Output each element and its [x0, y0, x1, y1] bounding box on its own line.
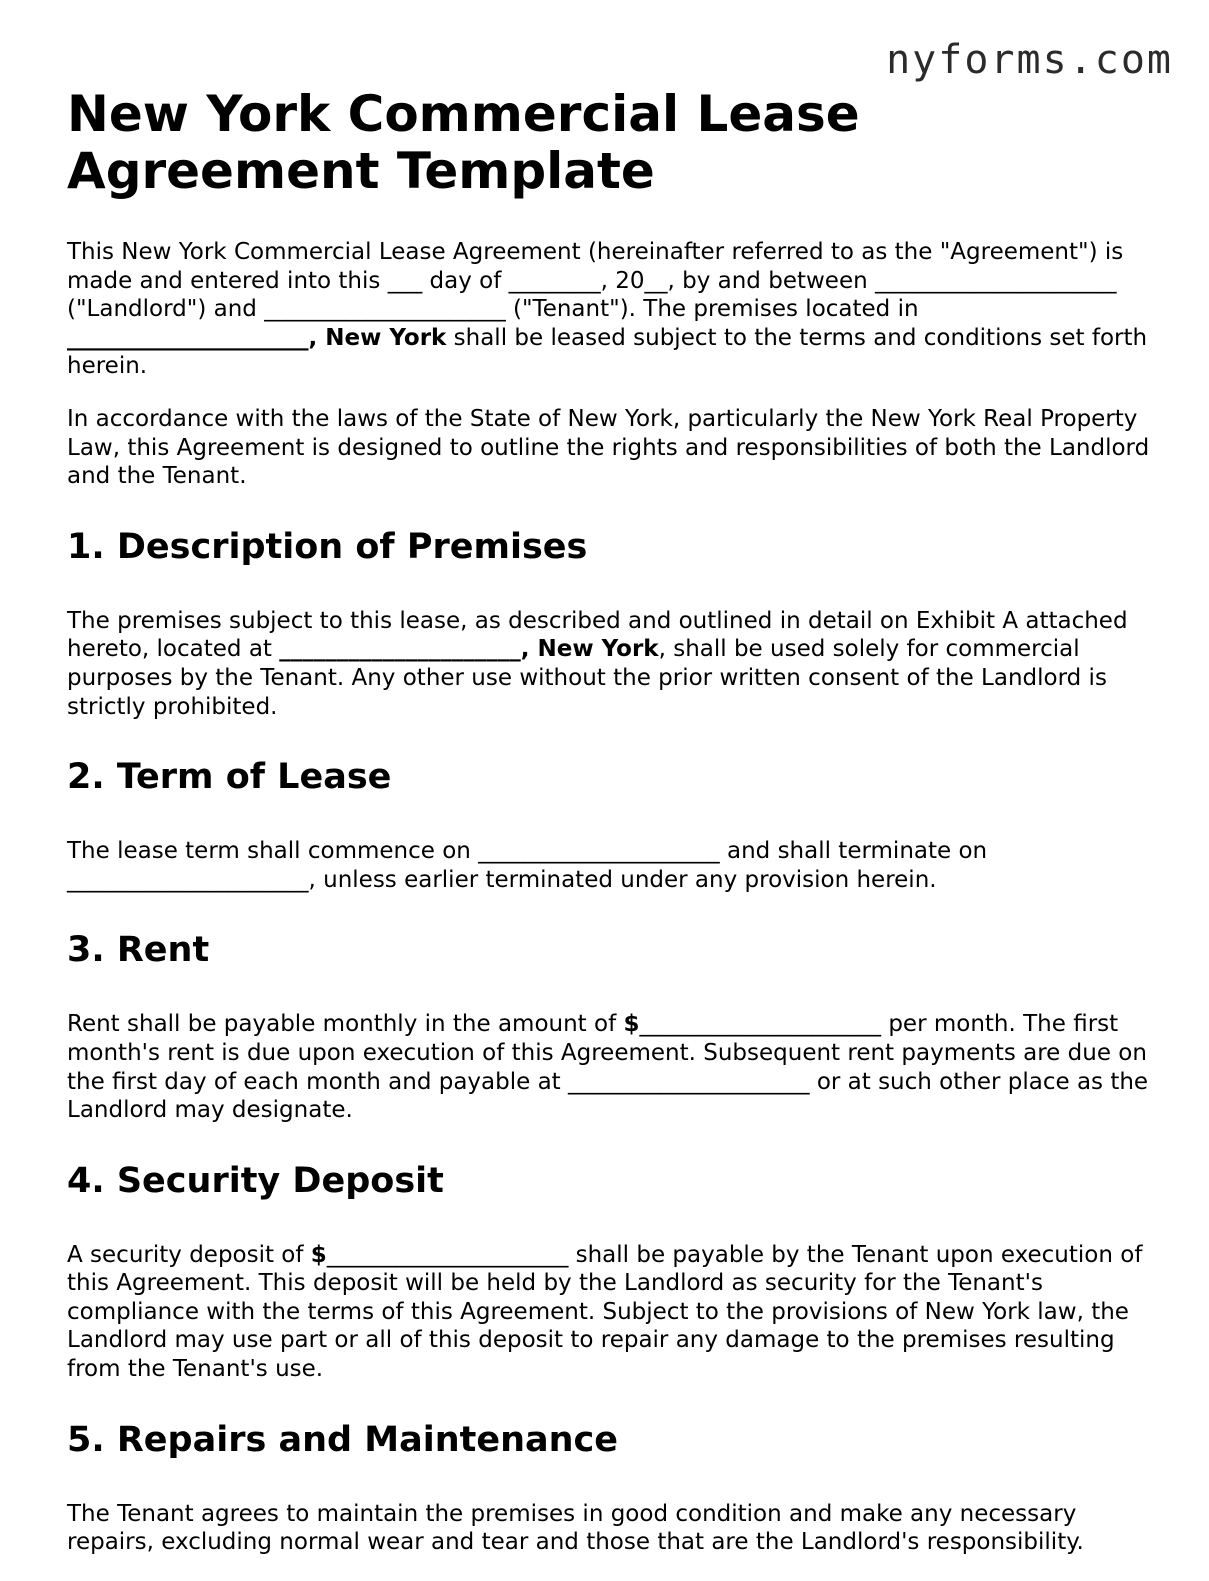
- term-paragraph: The lease term shall commence on _____________________ and shall terminate on _____________________, unless earlier terminated under any provision herein.: [67, 838, 988, 893]
- site-watermark: nyforms.com: [886, 37, 1173, 83]
- section-heading-repairs: 5. Repairs and Maintenance: [67, 1419, 619, 1460]
- intro-location-field: _____________________, New York: [67, 324, 447, 351]
- document-title: New York Commercial Lease Agreement Template: [67, 85, 860, 200]
- intro-text-a: This New York Commercial Lease Agreement (hereinafter referred to as the "Agreement") is made and entered into this ___ day of ________, 20__, by and between _____________________ ("Landlord") and _____________________ ("Tenant"). The premises located in: [67, 239, 1124, 323]
- rent-text-a: Rent shall be payable monthly in the amount of: [67, 1011, 624, 1038]
- deposit-paragraph: [67, 1241, 1157, 1384]
- deposit-text-b: _____________________ shall be payable by the Tenant upon execution of this Agreement. This deposit will be held by the Landlord as security for the Tenant's compliance with the terms of this Agreement. Subject to the provisions of New York law, the Landlord may use part or all of this deposit to repair any damage to the premises resulting from the Tenant's use.: [67, 1241, 1143, 1383]
- section-heading-deposit: 4. Security Deposit: [67, 1160, 444, 1201]
- repairs-paragraph: The Tenant agrees to maintain the premises in good condition and make any necessary repairs, excluding normal wear and tear and those that are the Landlord's responsibility.: [67, 1500, 1084, 1556]
- section-heading-term: 2. Term of Lease: [67, 757, 392, 798]
- intro-text-b: shall be leased subject to the terms and conditions set forth herein.: [67, 324, 1148, 380]
- rent-dollar-sign: $: [623, 1011, 640, 1038]
- rent-text-b: _____________________ per month. The first month's rent is due upon execution of this Agreement. Subsequent rent payments are due on the first day of each month and payable at _____________________ or at such other place as the Landlord may designate.: [67, 1011, 1149, 1124]
- premises-paragraph: [67, 607, 1157, 721]
- law-paragraph: In accordance with the laws of the State of New York, particularly the New York Real Property Law, this Agreement is designed to outline the rights and responsibilities of both the Landlord and the Tenant.: [67, 405, 1150, 490]
- section-heading-premises: 1. Description of Premises: [67, 526, 588, 567]
- deposit-dollar-sign: $: [310, 1241, 327, 1268]
- intro-paragraph: [67, 238, 1157, 381]
- premises-text-b: , shall be used solely for commercial purposes by the Tenant. Any other use without the prior written consent of the Landlord is strictly prohibited.: [67, 636, 1107, 720]
- document-body: [67, 86, 1157, 1581]
- premises-location-field: _____________________, New York: [279, 636, 659, 663]
- rent-paragraph: [67, 1010, 1157, 1124]
- deposit-text-a: A security deposit of: [67, 1241, 311, 1268]
- premises-text-a: The premises subject to this lease, as described and outlined in detail on Exhibit A attached hereto, located at: [67, 607, 1128, 663]
- section-heading-rent: 3. Rent: [67, 930, 210, 971]
